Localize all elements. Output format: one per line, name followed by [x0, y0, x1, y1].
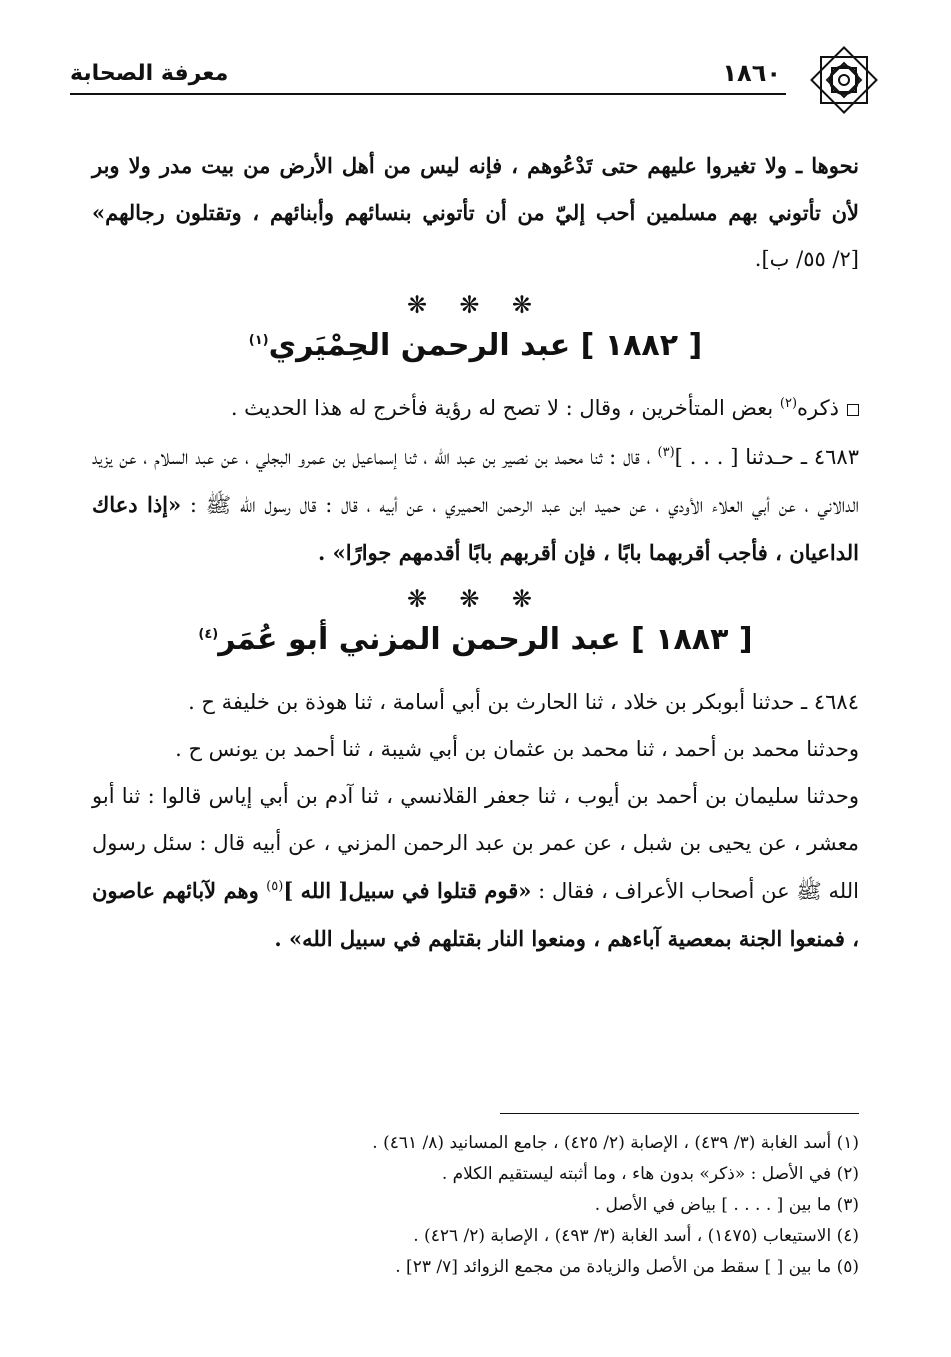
footnote-ref: (٣) [657, 445, 675, 460]
footnotes [92, 1128, 859, 1283]
hadith-quote: «قوم قتلوا في سبيل[ الله ] [283, 878, 532, 903]
hadith-paragraph [92, 434, 859, 577]
text: ٤٦٨٣ ـ حـدثنا [ . . . ] [674, 445, 859, 469]
text: وحدثنا سليمان بن أحمد بن أيوب ، ثنا جعفر القلانسي ، ثنا آدم بن أبي إياس قالوا : ثنا أبو معشر ، عن يحيى بن شبل ، عن عمر بن عبد الرحمن المزني ، عن أبيه قال : سئل رسول الله ﷺ عن أصحاب الأعراف ، فقال : [92, 784, 859, 903]
paragraph [92, 385, 859, 432]
footnote: (٤) الاستيعاب (١٤٧٥) ، أسد الغابة (٣/ ٤٩٣) ، الإصابة (٢/ ٤٢٦) . [413, 1226, 859, 1246]
footnote-ref: (٢) [779, 396, 798, 411]
text: ، قال : ثنا محمد بن نصير بن عبد الله ، ثنا إسماعيل بن عمرو البجلي ، عن عبد السلام ، عن يزيد الدالاني ، عن أبي العلاء الأودي ، عن حميد ابن عبد الرحمن الحميري ، عن أبيه ، قال : قال رسول الله ﷺ : [92, 445, 859, 517]
footnote-ref: (٥) [266, 879, 284, 894]
text-line: [٢/ ٥٥/ ب]. [754, 247, 859, 271]
footnote-ref: (٤) [198, 627, 219, 642]
octagonal-star-ornament-icon [807, 43, 881, 117]
text-line: وحدثنا محمد بن أحمد ، ثنا محمد بن عثمان بن أبي شيبة ، ثنا أحمد بن يونس ح . [175, 737, 859, 761]
entry-heading-text: [ ١٨٨٢ ] عبد الرحمن الحِمْيَري [268, 328, 703, 363]
page-number: ١٨٦٠ [722, 59, 781, 87]
footnote: (٥) ما بين [ ] سقط من الأصل والزيادة من مجمع الزوائد [٧/ ٢٣] . [395, 1257, 859, 1277]
header-rule [70, 93, 786, 95]
main-text [92, 142, 859, 963]
footnote-rule [500, 1113, 859, 1114]
square-marker-icon [847, 404, 859, 416]
text-line: ٤٦٨٤ ـ حدثنا أبوبكر بن خلاد ، ثنا الحارث بن أبي أسامة ، ثنا هوذة بن خليفة ح . [188, 690, 859, 714]
footnote-ref: (١) [248, 333, 269, 348]
entry-heading-text: [ ١٨٨٣ ] عبد الرحمن المزني أبو عُمَر [218, 622, 753, 657]
text: بعض المتأخرين ، وقال : لا تصح له رؤية فأخرج له هذا الحديث . [230, 396, 780, 420]
book-title: معرفة الصحابة [70, 61, 229, 86]
text-line: لأن تأتوني بهم مسلمين أحب إليّ من أن تأتوني بنسائهم وأبنائهم ، وتقتلون رجالهم» [92, 200, 859, 225]
section-divider: ❋ ❋ ❋ [406, 291, 545, 319]
text-line: نحوها ـ ولا تغيروا عليهم حتى تَدْعُوهم ، فإنه ليس من أهل الأرض من بيت مدر ولا وبر [92, 153, 859, 178]
text: ذكره [797, 396, 839, 420]
footnote: (٣) ما بين [ . . . . ] بياض في الأصل . [594, 1195, 859, 1215]
footnote: (١) أسد الغابة (٣/ ٤٣٩) ، الإصابة (٢/ ٤٢٥) ، جامع المسانيد (٨/ ٤٦١) . [372, 1133, 859, 1153]
hadith-quote: «إذا دعاك الداعيان ، فأجب أقربهما بابًا ، فإن أقربهم بابًا أقدمهم جوارًا» . [92, 492, 859, 565]
entry-heading [92, 615, 859, 665]
section-divider: ❋ ❋ ❋ [406, 585, 545, 613]
hadith-paragraph [92, 773, 859, 963]
footnote: (٢) في الأصل : «ذكر» بدون هاء ، وما أثبته ليستقيم الكلام . [441, 1164, 859, 1184]
entry-heading [92, 321, 859, 371]
hadith-quote: وهم لآبائهم عاصون ، فمنعوا الجنة بمعصية آباءهم ، ومنعوا النار بقتلهم في سبيل الله» . [92, 878, 859, 951]
page-header [70, 55, 881, 105]
